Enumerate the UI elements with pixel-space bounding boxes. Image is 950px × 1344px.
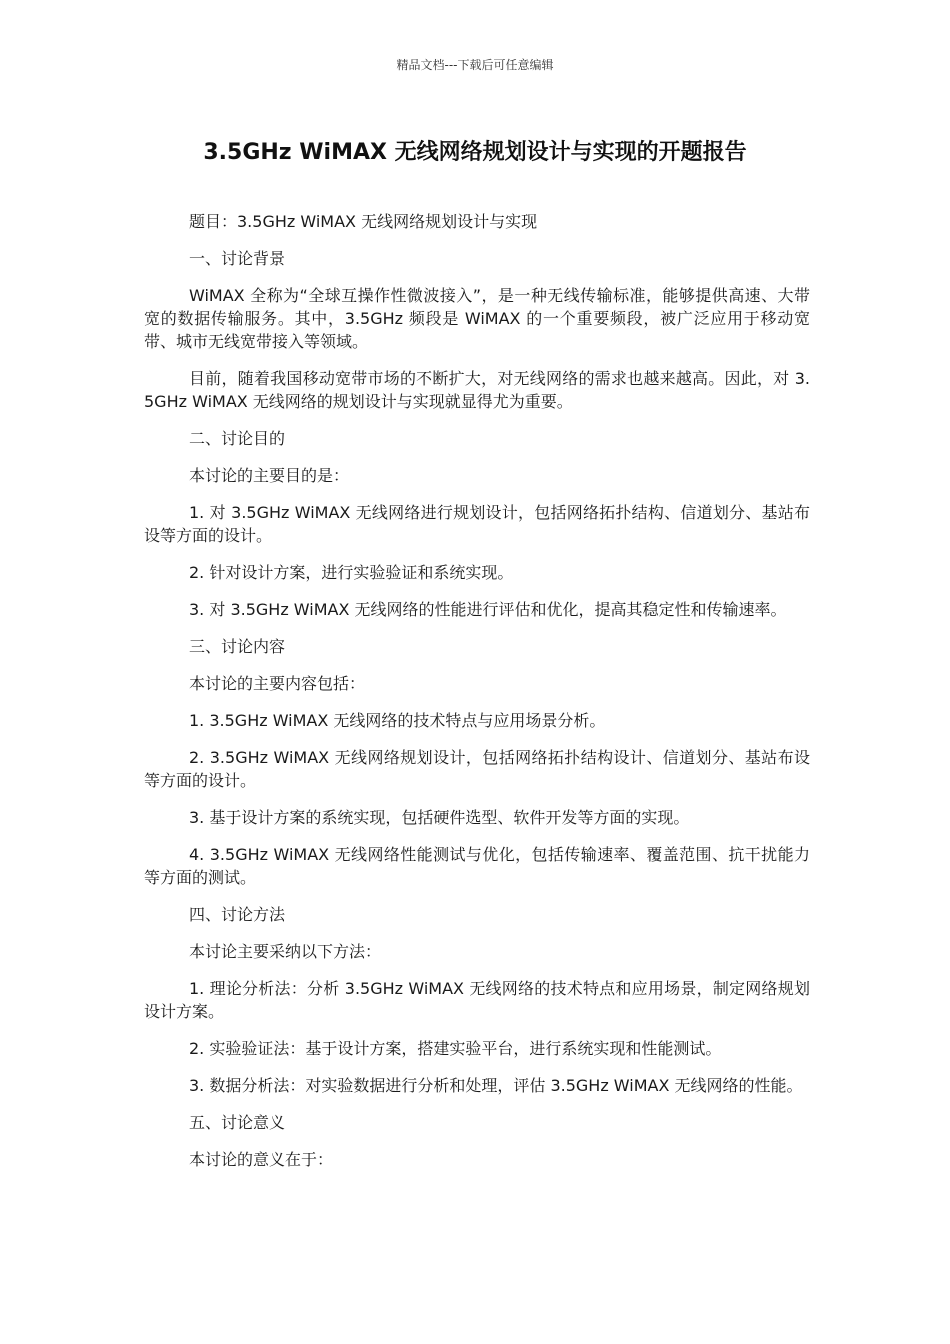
paragraph: WiMAX 全称为“全球互操作性微波接入”，是一种无线传输标准，能够提供高速、大带宽的数据传输服务。其中，3.5GHz 频段是 WiMAX 的一个重要频段，被广泛应用于移动宽带、城市无线宽带接入等领域。 [144,286,810,351]
list-item: 3. 基于设计方案的系统实现，包括硬件选型、软件开发等方面的实现。 [189,808,690,827]
paragraph: 目前，随着我国移动宽带市场的不断扩大，对无线网络的需求也越来越高。因此，对 3.5GHz WiMAX 无线网络的规划设计与实现就显得尤为重要。 [144,369,810,411]
list-item: 2. 针对设计方案，进行实验验证和系统实现。 [189,563,514,582]
document-title: 3.5GHz WiMAX 无线网络规划设计与实现的开题报告 [203,140,747,165]
topic-line: 题目：3.5GHz WiMAX 无线网络规划设计与实现 [189,212,538,231]
paragraph: 本讨论主要采纳以下方法： [189,942,382,961]
section-heading-method: 四、讨论方法 [189,905,286,924]
list-item: 1. 对 3.5GHz WiMAX 无线网络进行规划设计，包括网络拓扑结构、信道划分、基站布设等方面的设计。 [144,503,810,545]
section-heading-content: 三、讨论内容 [189,637,286,656]
list-item: 2. 实验验证法：基于设计方案，搭建实验平台，进行系统实现和性能测试。 [189,1039,722,1058]
paragraph: 本讨论的意义在于： [189,1150,334,1169]
page-header: 精品文档---下载后可任意编辑 [396,58,554,72]
section-heading-background: 一、讨论背景 [189,249,286,268]
paragraph: 本讨论的主要内容包括： [189,674,366,693]
section-heading-significance: 五、讨论意义 [189,1113,286,1132]
list-item: 3. 对 3.5GHz WiMAX 无线网络的性能进行评估和优化，提高其稳定性和传输速率。 [189,600,787,619]
list-item: 4. 3.5GHz WiMAX 无线网络性能测试与优化，包括传输速率、覆盖范围、抗干扰能力等方面的测试。 [144,845,810,887]
section-heading-purpose: 二、讨论目的 [189,429,286,448]
list-item: 2. 3.5GHz WiMAX 无线网络规划设计，包括网络拓扑结构设计、信道划分、基站布设等方面的设计。 [144,748,810,790]
list-item: 1. 3.5GHz WiMAX 无线网络的技术特点与应用场景分析。 [189,711,606,730]
paragraph: 本讨论的主要目的是： [189,466,350,485]
document-body [144,210,810,1185]
list-item: 3. 数据分析法：对实验数据进行分析和处理，评估 3.5GHz WiMAX 无线网络的性能。 [189,1076,803,1095]
list-item: 1. 理论分析法：分析 3.5GHz WiMAX 无线网络的技术特点和应用场景，制定网络规划设计方案。 [144,979,810,1021]
